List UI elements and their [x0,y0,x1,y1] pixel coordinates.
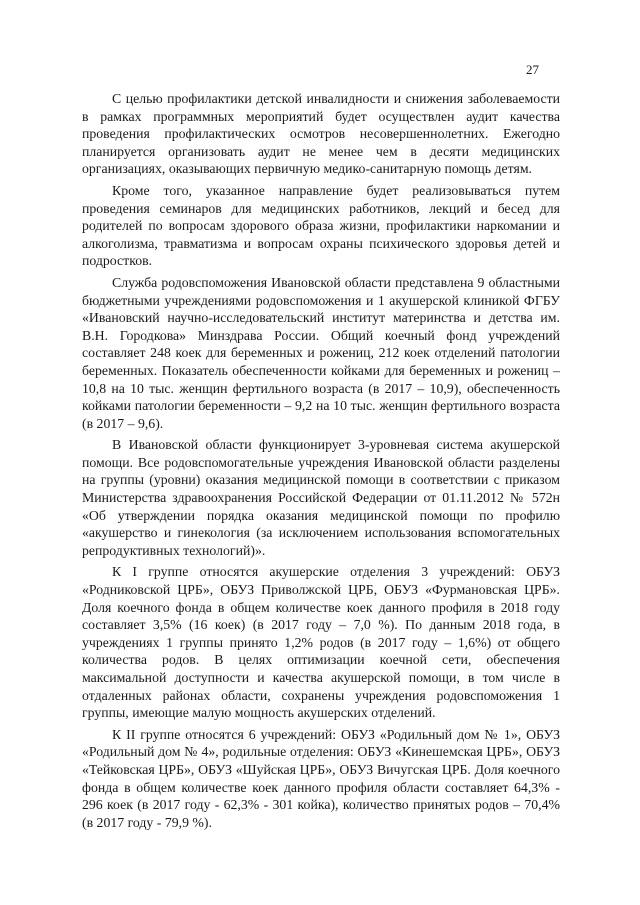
page-number: 27 [526,62,539,77]
paragraph-obstetric-service: Служба родовспоможения Ивановской области представлена 9 областными бюджетными учреждениями родовспоможения и 1 акушерской клиникой ФГБУ «Ивановский научно-исследовательский институт материнства и детства им. В.Н. Городкова» Минздрава России. Общий коечный фонд учреждений составляет 248 коек для беременных и рожениц, 212 коек отделений патологии беременных. Показатель обеспеченности койками для беременных и рожениц – 10,8 на 10 тыс. женщин фертильного возраста (в 2017 – 10,9), обеспеченность койками патологии беременности – 9,2 на 10 тыс. женщин фертильного возраста (в 2017 – 9,6). [82,274,560,431]
document-body [82,90,560,833]
paragraph-group-two: К II группе относятся 6 учреждений: ОБУЗ «Родильный дом № 1», ОБУЗ «Родильный дом № 4», родильные отделения: ОБУЗ «Кинешемская ЦРБ», ОБУЗ «Тейковская ЦРБ», ОБУЗ «Шуйская ЦРБ», ОБУЗ Вичугская ЦРБ. Доля коечного фонда в общем количестве коек данного профиля области составляет 64,3% - 296 коек (в 2017 году - 62,3% - 301 койка), количество принятых родов – 70,4% (в 2017 году - 79,9 %). [82,726,560,830]
paragraph-seminars: Кроме того, указанное направление будет реализовываться путем проведения семинаров для медицинских работников, лекций и бесед для родителей по вопросам здорового образа жизни, профилактики наркомании и алкоголизма, травматизма и вопросам охраны психического здоровья детей и подростков. [82,182,560,269]
paragraph-child-disability-prevention: С целью профилактики детской инвалидности и снижения заболеваемости в рамках программных мероприятий будет осуществлен аудит качества проведения профилактических осмотров несовершеннолетних. Ежегодно планируется организовать аудит не менее чем в десяти медицинских организациях, оказывающих первичную медико-санитарную помощь детям. [82,91,560,177]
paragraph-three-level-system: В Ивановской области функционирует 3-уровневая система акушерской помощи. Все родовспомогательные учреждения Ивановской области разделены на группы (уровни) оказания медицинской помощи в соответствии с приказом Министерства здравоохранения Российской Федерации от 01.11.2012 № 572н «Об утверждении порядка оказания медицинской помощи по профилю «акушерство и гинекология (за исключением использования вспомогательных репродуктивных технологий)». [82,437,560,558]
paragraph-group-one: К I группе относятся акушерские отделения 3 учреждений: ОБУЗ «Родниковской ЦРБ», ОБУЗ Приволжской ЦРБ, ОБУЗ «Фурмановская ЦРБ». Доля коечного фонда в общем количестве коек данного профиля в 2018 году составляет 3,5% (16 коек) (в 2017 году – 7,0 %). По данным 2018 года, в учреждениях 1 группы принято 1,2% родов (в 2017 году – 1,6%) от общего количества родов. В целях оптимизации коечной сети, обеспечения максимальной доступности и качества акушерской помощи, в том числе в отдаленных районах области, сохранены учреждения родовспоможения 1 группы, имеющие малую мощность акушерских отделений. [82,564,560,721]
